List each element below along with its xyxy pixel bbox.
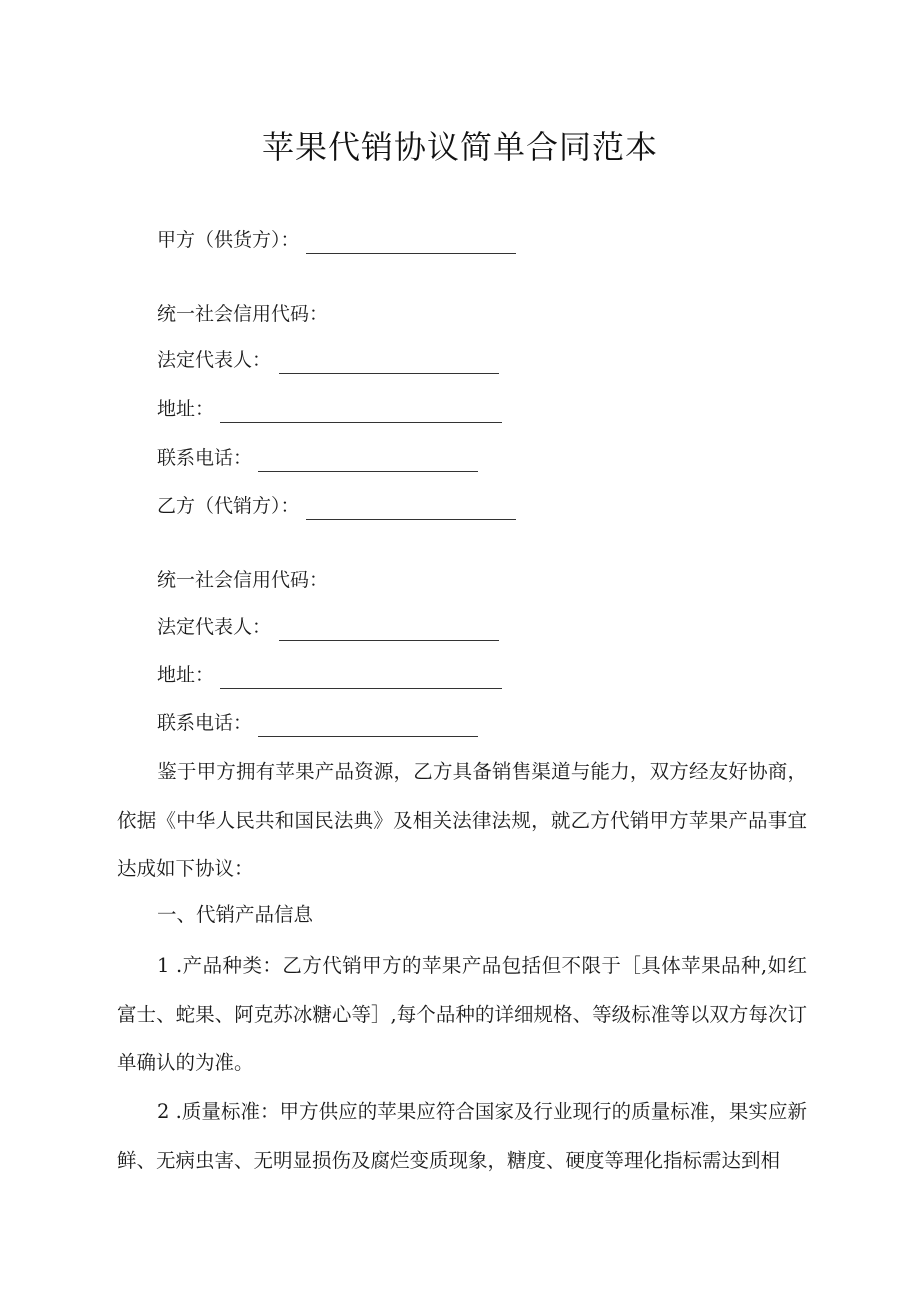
section-1-heading: 一、代销产品信息 (157, 903, 314, 926)
party-b-address-label: 地址： (157, 664, 215, 686)
party-b-credit-code-field (157, 566, 328, 594)
party-b-phone-field (157, 709, 478, 737)
party-b-phone-label: 联系电话： (157, 712, 253, 734)
party-a-credit-code-label: 统一社会信用代码： (157, 303, 329, 325)
party-a-rep-field (157, 346, 499, 374)
clause-2-text: 2 .质量标准：甲方供应的苹果应符合国家及行业现行的质量标准，果实应新鲜、无病虫害、无明显损伤及腐烂变质现象，糖度、硬度等理化指标需达到相 (117, 1100, 807, 1172)
party-a-address-label: 地址： (157, 398, 215, 420)
party-b-name-label: 乙方（代销方）： (157, 495, 300, 517)
party-b-rep-blank[interactable] (279, 618, 499, 641)
party-a-rep-blank[interactable] (279, 351, 499, 374)
party-a-name-blank[interactable] (306, 231, 516, 254)
party-a-phone-label: 联系电话： (157, 447, 253, 469)
clause-2-paragraph (117, 1088, 807, 1185)
party-a-address-blank[interactable] (220, 400, 502, 423)
party-b-address-blank[interactable] (220, 666, 502, 689)
document-title: 苹果代销协议简单合同范本 (261, 128, 658, 166)
party-b-phone-blank[interactable] (258, 714, 478, 737)
preamble-text: 鉴于甲方拥有苹果产品资源，乙方具备销售渠道与能力，双方经友好协商，依据《中华人民共和国民法典》及相关法律法规，就乙方代销甲方苹果产品事宜达成如下协议： (117, 760, 807, 880)
party-b-name-blank[interactable] (306, 497, 516, 520)
party-a-rep-label: 法定代表人： (157, 349, 272, 371)
party-b-address-field (157, 661, 502, 689)
party-a-phone-field (157, 444, 478, 472)
preamble-paragraph (117, 748, 807, 894)
party-a-name-field (157, 226, 516, 254)
party-b-rep-field (157, 613, 499, 641)
party-a-address-field (157, 395, 502, 423)
party-a-name-label: 甲方（供货方）： (157, 229, 300, 251)
party-a-phone-blank[interactable] (258, 449, 478, 472)
party-b-rep-label: 法定代表人： (157, 616, 272, 638)
party-b-name-field (157, 492, 516, 520)
party-a-credit-code-field (157, 300, 328, 328)
party-b-credit-code-label: 统一社会信用代码： (157, 569, 329, 591)
clause-1-text: 1 .产品种类：乙方代销甲方的苹果产品包括但不限于［具体苹果品种,如红富士、蛇果、阿克苏冰糖心等］,每个品种的详细规格、等级标准等以双方每次订单确认的为准。 (117, 954, 807, 1074)
clause-1-paragraph (117, 942, 807, 1088)
